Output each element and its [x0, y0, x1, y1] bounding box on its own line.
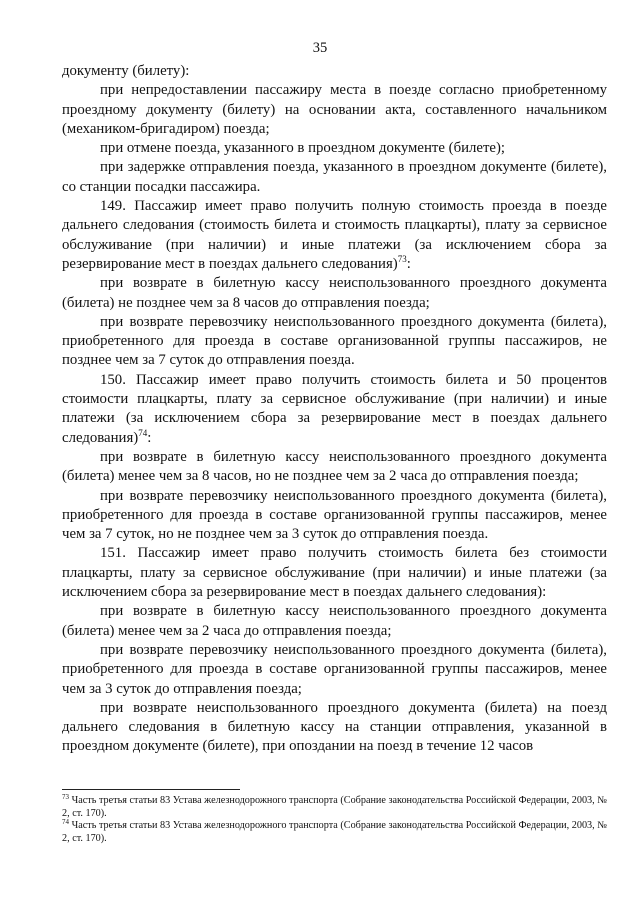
footnote-ref-74: 74: [138, 427, 148, 438]
paragraph-3: [62, 139, 607, 158]
paragraph-2-text: при непредоставлении пассажиру места в поезде согласно приобретенному проездному документу (билету) на основании акта, составленного начальником (механиком-бригадиром) поезда;: [62, 82, 607, 137]
paragraph-151-text: 151. Пассажир имеет право получить стоимость билета без стоимости плацкарты, плату за сервисное обслуживание (при наличии) и иные платежи (за исключением сбора за резервирование мест в поездах дальнего следования):: [62, 545, 607, 601]
paragraph-7-text: при возврате перевозчику неиспользованного проездного документа (билета), приобретенного для проезда в составе организованной группы пассажиров, не позднее чем за 7 суток до отправления поезда.: [62, 313, 607, 369]
page-number: 35: [312, 40, 328, 56]
paragraph-150: [62, 371, 607, 448]
paragraph-13: [62, 641, 607, 699]
body-text: [62, 62, 607, 757]
footnotes: [62, 795, 607, 845]
paragraph-1-text: документу (билету):: [62, 63, 190, 79]
footnote-74: [62, 820, 607, 845]
footnote-73-text: Часть третья статьи 83 Устава железнодорожного транспорта (Собрание законодательства Российской Федерации, 2003, № 2, ст. 170).: [62, 795, 607, 819]
paragraph-9: [62, 448, 607, 487]
paragraph-9-text: при возврате в билетную кассу неиспользованного проездного документа (билета) менее чем за 8 часов, но не позднее чем за 2 часа до отправления поезда;: [62, 448, 607, 485]
paragraph-149-tail: :: [406, 255, 411, 272]
paragraph-1: [62, 62, 607, 81]
paragraph-10-text: при возврате перевозчику неиспользованного проездного документа (билета), приобретенного для проезда в составе организованной группы пассажиров, менее чем за 7 суток, но не позднее чем за 3 суток до отправления поезда.: [62, 487, 607, 543]
footnote-ref-73: 73: [397, 253, 407, 264]
paragraph-150-text: 150. Пассажир имеет право получить стоимость билета и 50 процентов стоимости плацкарты, плату за сервисное обслуживание (при наличии) и иные платежи (за исключением сбора за резервирование мест в поездах дальнего следования): [62, 371, 607, 446]
paragraph-12-text: при возврате в билетную кассу неиспользованного проездного документа (билета) менее чем за 2 часа до отправления поезда;: [62, 603, 607, 639]
paragraph-4-text: при задержке отправления поезда, указанного в проездном документе (билете), со станции посадки пассажира.: [62, 159, 607, 195]
paragraph-12: [62, 602, 607, 641]
paragraph-149: [62, 197, 607, 274]
footnote-mark-73: 73: [62, 793, 69, 801]
paragraph-14: [62, 699, 607, 757]
paragraph-6-text: при возврате в билетную кассу неиспользованного проездного документа (билета) не позднее чем за 8 часов до отправления поезда;: [62, 275, 607, 311]
paragraph-7: [62, 313, 607, 371]
paragraph-4: [62, 158, 607, 197]
paragraph-6: [62, 274, 607, 313]
footnote-divider: [62, 789, 240, 790]
footnote-74-text: Часть третья статьи 83 Устава железнодорожного транспорта (Собрание законодательства Российской Федерации, 2003, № 2, ст. 170).: [62, 820, 607, 844]
paragraph-3-text: при отмене поезда, указанного в проездном документе (билете);: [100, 140, 506, 157]
paragraph-14-text: при возврате неиспользованного проездного документа (билета) на поезд дальнего следования в билетную кассу на станции отправления, указанной в проездном документе (билете), при опоздании на поезд в течение 12 часов: [62, 699, 607, 755]
footnote-73: [62, 795, 607, 820]
paragraph-150-tail: :: [147, 429, 152, 446]
paragraph-151: [62, 544, 607, 602]
paragraph-10: [62, 487, 607, 545]
paragraph-2: [62, 81, 607, 139]
paragraph-149-text: 149. Пассажир имеет право получить полную стоимость проезда в поезде дальнего следования (стоимость билета и стоимость плацкарты), плату за сервисное обслуживание (при наличии) и иные платежи (за исключением сбора за резервирование мест в поездах дальнего следования): [62, 198, 607, 272]
paragraph-13-text: при возврате перевозчику неиспользованного проездного документа (билета), приобретенного для проезда в составе организованной группы пассажиров, менее чем за 3 суток до отправления поезда;: [62, 641, 607, 697]
footnote-mark-74: 74: [62, 818, 69, 827]
